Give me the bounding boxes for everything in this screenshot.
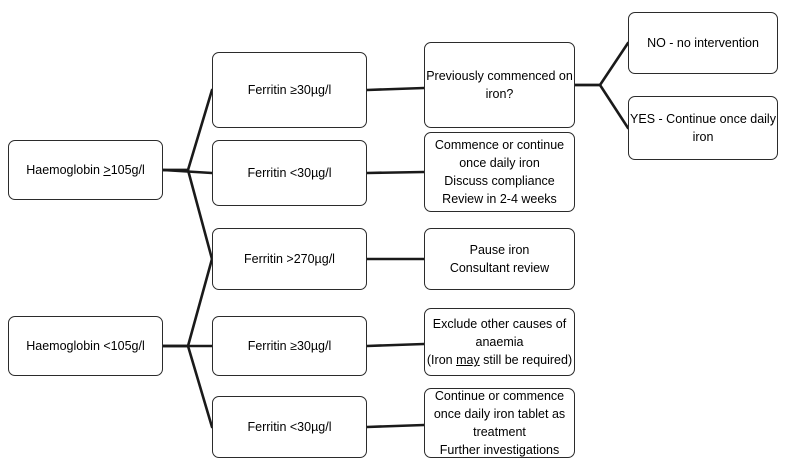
- node-exclude-other-causes-line: (Iron may still be required): [426, 353, 573, 368]
- edge-hb-high-to-ferritin-gt270: [163, 170, 212, 259]
- edge-ferritin-ge30-to-prev-iron: [367, 88, 424, 90]
- node-commence-or-continue-iron-line: Review in 2-4 weeks: [442, 192, 557, 207]
- node-ferritin-lt30-upper-line: Ferritin <30µg/l: [247, 165, 332, 180]
- node-ferritin-ge30-lower-line: Ferritin ≥30µg/l: [247, 338, 332, 353]
- node-pause-iron: [424, 228, 575, 290]
- node-previously-commenced-on-iron-line: iron?: [485, 87, 514, 101]
- node-continue-or-commence-iron: [424, 388, 575, 458]
- node-pause-iron-line: Pause iron: [469, 242, 530, 257]
- edge-ferritin-lt30-to-commence: [367, 172, 424, 173]
- edge-ferritin-lt30-low-to-continue: [367, 425, 424, 427]
- node-no-intervention: [628, 12, 778, 74]
- edge-hb-low-to-ferritin-gt270: [163, 259, 212, 346]
- node-exclude-other-causes-line: Exclude other causes of: [432, 316, 567, 331]
- node-haemoglobin-low-line: Haemoglobin <105g/l: [26, 338, 145, 353]
- edge-prev-iron-to-yes: [575, 85, 628, 128]
- node-commence-or-continue-iron: [424, 132, 575, 212]
- node-yes-continue-once-daily-iron-line: iron: [692, 130, 714, 144]
- edge-prev-iron-to-no: [575, 43, 628, 85]
- node-ferritin-gt270: [212, 228, 367, 290]
- edge-ferritin-ge30-low-to-exclude: [367, 344, 424, 346]
- node-yes-continue-once-daily-iron-line: YES - Continue once daily: [630, 111, 776, 126]
- node-previously-commenced-on-iron-line: Previously commenced on: [426, 68, 573, 83]
- node-exclude-other-causes-line: anaemia: [475, 334, 524, 349]
- node-ferritin-ge30-lower: [212, 316, 367, 376]
- node-commence-or-continue-iron-line: Discuss compliance: [444, 174, 555, 188]
- node-continue-or-commence-iron-line: Further investigations: [439, 443, 560, 458]
- node-continue-or-commence-iron-line: treatment: [473, 425, 526, 439]
- node-continue-or-commence-iron-line: Continue or commence: [434, 388, 565, 403]
- node-previously-commenced-on-iron: [424, 42, 575, 128]
- node-ferritin-ge30-upper-line: Ferritin ≥30µg/l: [247, 82, 332, 97]
- node-yes-continue-once-daily-iron: [628, 96, 778, 160]
- edge-hb-low-to-ferritin-lt30: [163, 346, 212, 427]
- node-exclude-other-causes: [424, 308, 575, 376]
- node-commence-or-continue-iron-line: Commence or continue: [434, 137, 565, 152]
- node-ferritin-lt30-lower: [212, 396, 367, 458]
- node-commence-or-continue-iron-line: once daily iron: [459, 155, 540, 170]
- node-ferritin-ge30-upper: [212, 52, 367, 128]
- node-no-intervention-line: NO - no intervention: [647, 35, 759, 50]
- node-haemoglobin-high: [8, 140, 163, 200]
- node-haemoglobin-high-line: Haemoglobin >105g/l: [26, 162, 145, 177]
- node-haemoglobin-low: [8, 316, 163, 376]
- node-ferritin-lt30-lower-line: Ferritin <30µg/l: [247, 419, 332, 434]
- node-continue-or-commence-iron-line: once daily iron tablet as: [433, 406, 566, 421]
- edge-hb-high-to-ferritin-ge30: [163, 90, 212, 170]
- node-ferritin-lt30-upper: [212, 140, 367, 206]
- node-ferritin-gt270-line: Ferritin >270µg/l: [244, 251, 335, 266]
- node-pause-iron-line: Consultant review: [449, 261, 550, 275]
